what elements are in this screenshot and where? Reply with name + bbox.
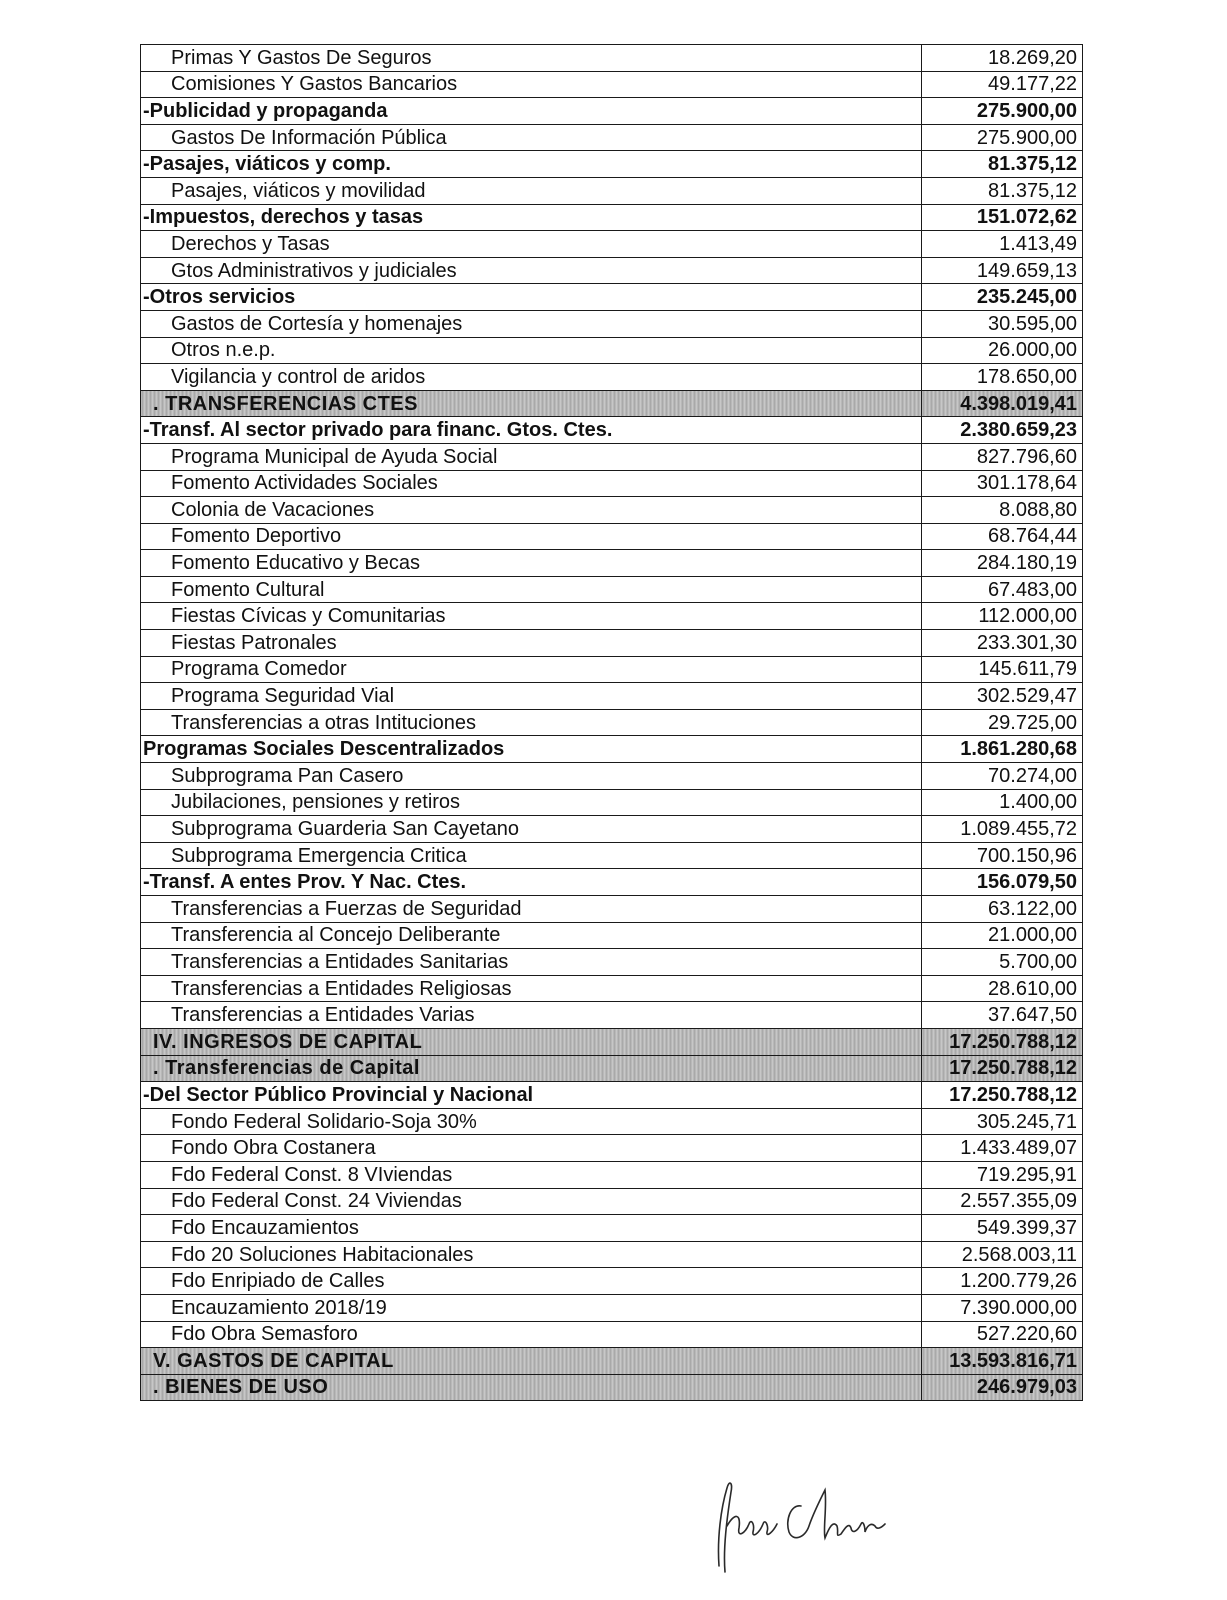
row-amount: 178.650,00 xyxy=(922,364,1083,391)
row-amount: 549.399,37 xyxy=(922,1215,1083,1242)
line-item-row xyxy=(141,1268,1083,1295)
row-amount: 5.700,00 xyxy=(922,949,1083,976)
subtotal-row xyxy=(141,204,1083,231)
section-header-row xyxy=(141,1348,1083,1375)
row-amount: 2.380.659,23 xyxy=(922,417,1083,444)
line-item-row xyxy=(141,257,1083,284)
row-amount: 305.245,71 xyxy=(922,1108,1083,1135)
row-label: Transferencia al Concejo Deliberante xyxy=(141,922,922,949)
line-item-row xyxy=(141,656,1083,683)
row-amount: 37.647,50 xyxy=(922,1002,1083,1029)
line-item-row xyxy=(141,1215,1083,1242)
row-amount: 2.557.355,09 xyxy=(922,1188,1083,1215)
row-amount: 1.200.779,26 xyxy=(922,1268,1083,1295)
subtotal-row xyxy=(141,151,1083,178)
budget-table xyxy=(140,44,1083,1401)
row-amount: 18.269,20 xyxy=(922,45,1083,72)
line-item-row xyxy=(141,337,1083,364)
subtotal-row xyxy=(141,98,1083,125)
line-item-row xyxy=(141,949,1083,976)
line-item-row xyxy=(141,470,1083,497)
row-label: -Publicidad y propaganda xyxy=(141,98,922,125)
row-label: Colonia de Vacaciones xyxy=(141,497,922,524)
row-amount: 30.595,00 xyxy=(922,310,1083,337)
row-label: Jubilaciones, pensiones y retiros xyxy=(141,789,922,816)
row-amount: 21.000,00 xyxy=(922,922,1083,949)
row-amount: 67.483,00 xyxy=(922,576,1083,603)
row-amount: 1.413,49 xyxy=(922,231,1083,258)
line-item-row xyxy=(141,1161,1083,1188)
line-item-row xyxy=(141,1241,1083,1268)
line-item-row xyxy=(141,231,1083,258)
budget-table-body xyxy=(141,45,1083,1401)
section-header-row xyxy=(141,390,1083,417)
row-amount: 63.122,00 xyxy=(922,896,1083,923)
line-item-row xyxy=(141,789,1083,816)
line-item-row xyxy=(141,630,1083,657)
line-item-row xyxy=(141,1188,1083,1215)
row-label: Programas Sociales Descentralizados xyxy=(141,736,922,763)
row-amount: 49.177,22 xyxy=(922,71,1083,98)
line-item-row xyxy=(141,816,1083,843)
row-amount: 827.796,60 xyxy=(922,443,1083,470)
row-label: . Transferencias de Capital xyxy=(141,1055,922,1082)
row-label: -Del Sector Público Provincial y Nacional xyxy=(141,1082,922,1109)
row-label: Fondo Obra Costanera xyxy=(141,1135,922,1162)
line-item-row xyxy=(141,683,1083,710)
row-amount: 700.150,96 xyxy=(922,842,1083,869)
row-label: IV. INGRESOS DE CAPITAL xyxy=(141,1028,922,1055)
row-label: Fomento Educativo y Becas xyxy=(141,550,922,577)
subtotal-row xyxy=(141,1082,1083,1109)
row-label: Programa Seguridad Vial xyxy=(141,683,922,710)
row-label: Fdo Federal Const. 8 VIviendas xyxy=(141,1161,922,1188)
row-label: -Transf. A entes Prov. Y Nac. Ctes. xyxy=(141,869,922,896)
row-label: Fiestas Patronales xyxy=(141,630,922,657)
line-item-row xyxy=(141,1294,1083,1321)
row-amount: 719.295,91 xyxy=(922,1161,1083,1188)
row-label: Fdo Obra Semasforo xyxy=(141,1321,922,1348)
row-amount: 17.250.788,12 xyxy=(922,1082,1083,1109)
row-label: Programa Comedor xyxy=(141,656,922,683)
row-label: Otros n.e.p. xyxy=(141,337,922,364)
row-label: Fdo Encauzamientos xyxy=(141,1215,922,1242)
row-label: -Transf. Al sector privado para financ. Gtos. Ctes. xyxy=(141,417,922,444)
section-header-row xyxy=(141,1028,1083,1055)
row-label: Transferencias a Entidades Varias xyxy=(141,1002,922,1029)
row-amount: 26.000,00 xyxy=(922,337,1083,364)
handwritten-signature xyxy=(705,1468,905,1578)
row-label: Fondo Federal Solidario-Soja 30% xyxy=(141,1108,922,1135)
row-label: Fomento Actividades Sociales xyxy=(141,470,922,497)
row-label: -Impuestos, derechos y tasas xyxy=(141,204,922,231)
line-item-row xyxy=(141,975,1083,1002)
row-amount: 68.764,44 xyxy=(922,523,1083,550)
row-label: Gtos Administrativos y judiciales xyxy=(141,257,922,284)
line-item-row xyxy=(141,842,1083,869)
line-item-row xyxy=(141,443,1083,470)
line-item-row xyxy=(141,364,1083,391)
row-amount: 81.375,12 xyxy=(922,177,1083,204)
row-amount: 246.979,03 xyxy=(922,1374,1083,1401)
line-item-row xyxy=(141,71,1083,98)
subtotal-row xyxy=(141,284,1083,311)
row-amount: 302.529,47 xyxy=(922,683,1083,710)
row-amount: 17.250.788,12 xyxy=(922,1028,1083,1055)
row-amount: 29.725,00 xyxy=(922,709,1083,736)
line-item-row xyxy=(141,550,1083,577)
row-label: Transferencias a Entidades Religiosas xyxy=(141,975,922,1002)
row-label: . BIENES DE USO xyxy=(141,1374,922,1401)
row-amount: 156.079,50 xyxy=(922,869,1083,896)
line-item-row xyxy=(141,1108,1083,1135)
row-amount: 112.000,00 xyxy=(922,603,1083,630)
row-amount: 7.390.000,00 xyxy=(922,1294,1083,1321)
row-amount: 145.611,79 xyxy=(922,656,1083,683)
row-label: Subprograma Pan Casero xyxy=(141,763,922,790)
row-amount: 233.301,30 xyxy=(922,630,1083,657)
subtotal-row xyxy=(141,417,1083,444)
row-amount: 275.900,00 xyxy=(922,124,1083,151)
line-item-row xyxy=(141,896,1083,923)
line-item-row xyxy=(141,523,1083,550)
row-amount: 284.180,19 xyxy=(922,550,1083,577)
row-amount: 8.088,80 xyxy=(922,497,1083,524)
row-amount: 1.861.280,68 xyxy=(922,736,1083,763)
row-label: Fomento Cultural xyxy=(141,576,922,603)
row-amount: 301.178,64 xyxy=(922,470,1083,497)
row-label: Fdo Enripiado de Calles xyxy=(141,1268,922,1295)
row-label: Vigilancia y control de aridos xyxy=(141,364,922,391)
line-item-row xyxy=(141,497,1083,524)
row-amount: 28.610,00 xyxy=(922,975,1083,1002)
line-item-row xyxy=(141,922,1083,949)
row-label: Fdo 20 Soluciones Habitacionales xyxy=(141,1241,922,1268)
row-label: Gastos de Cortesía y homenajes xyxy=(141,310,922,337)
row-label: Pasajes, viáticos y movilidad xyxy=(141,177,922,204)
row-label: . TRANSFERENCIAS CTES xyxy=(141,390,922,417)
row-label: Gastos De Información Pública xyxy=(141,124,922,151)
line-item-row xyxy=(141,45,1083,72)
line-item-row xyxy=(141,310,1083,337)
row-label: Encauzamiento 2018/19 xyxy=(141,1294,922,1321)
line-item-row xyxy=(141,709,1083,736)
row-amount: 1.089.455,72 xyxy=(922,816,1083,843)
row-label: Fdo Federal Const. 24 Viviendas xyxy=(141,1188,922,1215)
section-header-row xyxy=(141,1055,1083,1082)
row-label: Transferencias a Entidades Sanitarias xyxy=(141,949,922,976)
row-label: Primas Y Gastos De Seguros xyxy=(141,45,922,72)
section-header-row xyxy=(141,1374,1083,1401)
row-amount: 149.659,13 xyxy=(922,257,1083,284)
row-label: Transferencias a otras Intituciones xyxy=(141,709,922,736)
row-label: -Pasajes, viáticos y comp. xyxy=(141,151,922,178)
row-amount: 151.072,62 xyxy=(922,204,1083,231)
row-label: Derechos y Tasas xyxy=(141,231,922,258)
line-item-row xyxy=(141,763,1083,790)
row-amount: 275.900,00 xyxy=(922,98,1083,125)
line-item-row xyxy=(141,124,1083,151)
row-amount: 1.400,00 xyxy=(922,789,1083,816)
subtotal-row xyxy=(141,869,1083,896)
subtotal-row xyxy=(141,736,1083,763)
row-amount: 1.433.489,07 xyxy=(922,1135,1083,1162)
row-label: Subprograma Guarderia San Cayetano xyxy=(141,816,922,843)
row-label: Programa Municipal de Ayuda Social xyxy=(141,443,922,470)
line-item-row xyxy=(141,603,1083,630)
row-label: -Otros servicios xyxy=(141,284,922,311)
row-amount: 81.375,12 xyxy=(922,151,1083,178)
line-item-row xyxy=(141,1321,1083,1348)
row-label: Transferencias a Fuerzas de Seguridad xyxy=(141,896,922,923)
line-item-row xyxy=(141,1002,1083,1029)
row-label: Comisiones Y Gastos Bancarios xyxy=(141,71,922,98)
row-label: Subprograma Emergencia Critica xyxy=(141,842,922,869)
row-label: V. GASTOS DE CAPITAL xyxy=(141,1348,922,1375)
row-amount: 13.593.816,71 xyxy=(922,1348,1083,1375)
row-amount: 4.398.019,41 xyxy=(922,390,1083,417)
line-item-row xyxy=(141,177,1083,204)
row-amount: 2.568.003,11 xyxy=(922,1241,1083,1268)
line-item-row xyxy=(141,1135,1083,1162)
row-amount: 527.220,60 xyxy=(922,1321,1083,1348)
row-amount: 235.245,00 xyxy=(922,284,1083,311)
row-label: Fomento Deportivo xyxy=(141,523,922,550)
row-label: Fiestas Cívicas y Comunitarias xyxy=(141,603,922,630)
row-amount: 70.274,00 xyxy=(922,763,1083,790)
row-amount: 17.250.788,12 xyxy=(922,1055,1083,1082)
line-item-row xyxy=(141,576,1083,603)
